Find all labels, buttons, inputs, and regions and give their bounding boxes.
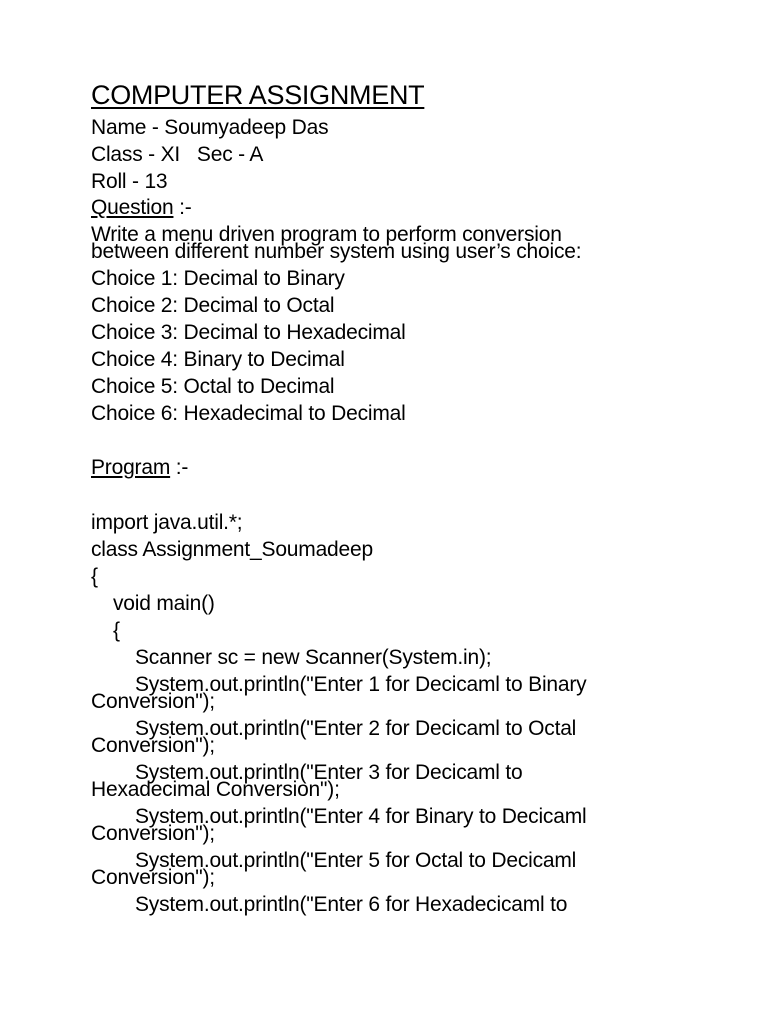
- code-line: Conversion");: [91, 690, 215, 713]
- choice-item: Choice 5: Octal to Decimal: [91, 375, 335, 398]
- code-line: Conversion");: [91, 822, 215, 845]
- code-line: Conversion");: [91, 734, 215, 757]
- document-title: COMPUTER ASSIGNMENT: [91, 80, 425, 110]
- code-line: System.out.println("Enter 5 for Octal to Decicaml: [135, 849, 577, 872]
- code-line: System.out.println("Enter 2 for Decicaml to Octal: [135, 717, 577, 740]
- code-line: Scanner sc = new Scanner(System.in);: [135, 646, 492, 669]
- question-heading: [91, 196, 192, 220]
- choice-item: Choice 4: Binary to Decimal: [91, 348, 345, 371]
- question-label-suffix: :-: [173, 196, 192, 219]
- question-text-line-1: Write a menu driven program to perform conversion: [91, 223, 562, 246]
- choice-item: Choice 6: Hexadecimal to Decimal: [91, 402, 406, 425]
- code-line: Conversion");: [91, 866, 215, 889]
- question-label: Question: [91, 196, 174, 219]
- choice-item: Choice 3: Decimal to Hexadecimal: [91, 321, 406, 344]
- code-line: System.out.println("Enter 3 for Decicaml to: [135, 761, 523, 784]
- choice-item: Choice 1: Decimal to Binary: [91, 267, 345, 290]
- code-line: class Assignment_Soumadeep: [91, 538, 373, 561]
- code-line: {: [113, 619, 120, 642]
- code-line: {: [91, 565, 98, 588]
- code-line: Hexadecimal Conversion");: [91, 778, 340, 801]
- program-heading: [91, 456, 188, 480]
- student-class-section: Class - XI Sec - A: [91, 143, 264, 166]
- code-line: System.out.println("Enter 6 for Hexadecicaml to: [135, 893, 568, 916]
- choice-item: Choice 2: Decimal to Octal: [91, 294, 335, 317]
- code-line: import java.util.*;: [91, 511, 243, 534]
- code-line: System.out.println("Enter 1 for Decicaml to Binary: [135, 673, 587, 696]
- student-roll: Roll - 13: [91, 170, 168, 193]
- question-text-line-2: between different number system using user’s choice:: [91, 240, 582, 263]
- program-label-suffix: :-: [170, 456, 189, 479]
- code-line: void main(): [113, 592, 215, 615]
- code-line: System.out.println("Enter 4 for Binary to Decicaml: [135, 805, 587, 828]
- student-name: Name - Soumyadeep Das: [91, 116, 329, 139]
- program-label: Program: [91, 456, 171, 479]
